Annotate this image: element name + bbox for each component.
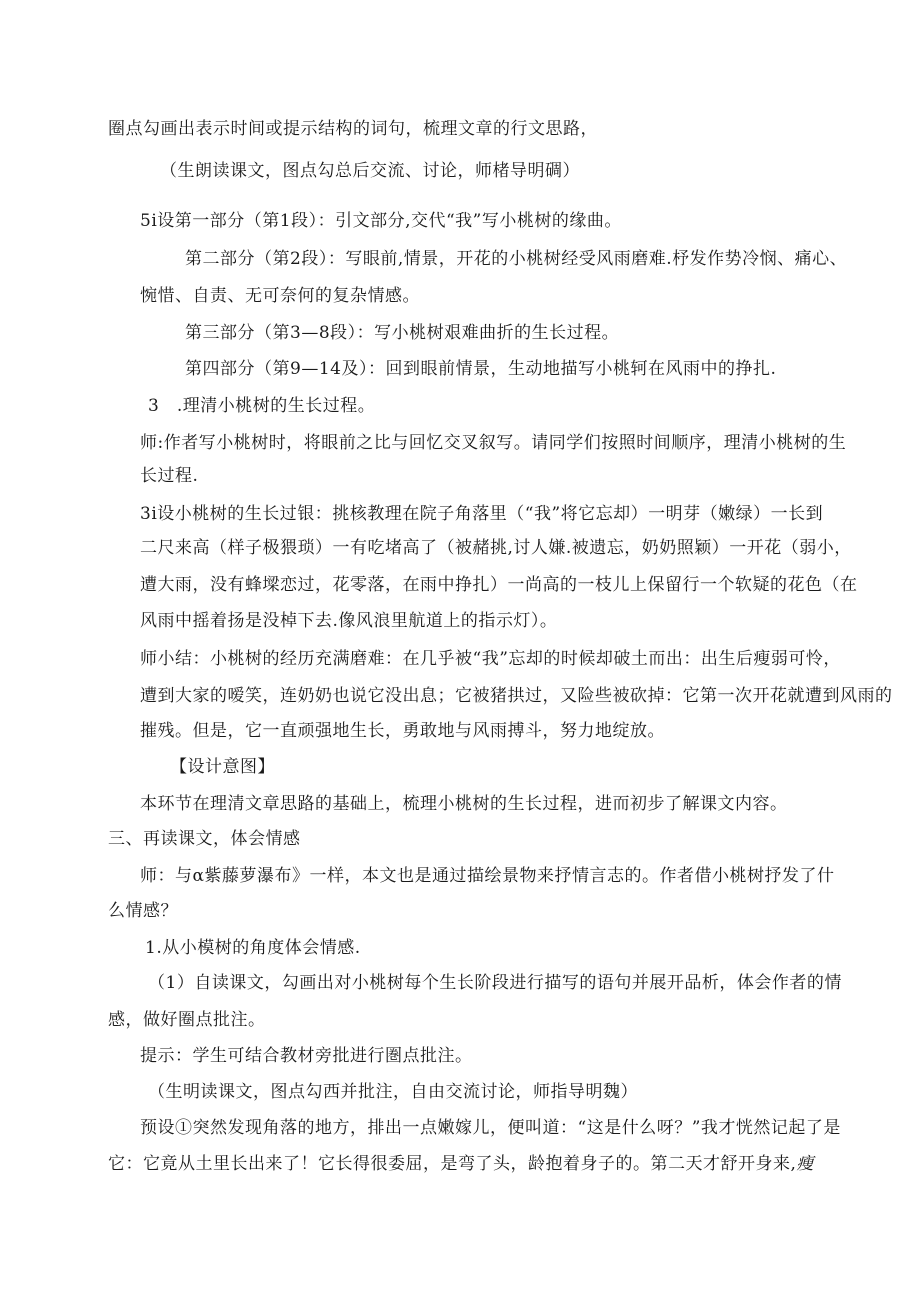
text-line: （生朗读课文，图点勾总后交流、讨论，师楮导明碉） <box>160 161 580 181</box>
text-line: 本环节在理清文章思路的基础上，梳理小桃树的生长过程，进而初步了解课文内容。 <box>140 794 788 814</box>
text-line: 惋惜、自责、无可奈何的复杂情感。 <box>140 286 420 306</box>
text-line: 5i设第一部分（第1段）：引文部分,交代“我”写小桃树的缘曲。 <box>140 211 622 231</box>
section-heading: 【设计意图】 <box>170 757 275 777</box>
text-line: 摧残。但是，它一直顽强地生长，勇敢地与风雨搏斗，努力地绽放。 <box>140 721 665 741</box>
section-heading: 三、再读课文，体会情感 <box>108 829 301 849</box>
text-line <box>108 1153 814 1175</box>
text-line: 二尺来高（样子极猥琐）一有吃堵高了（被赭挑,讨人嫌.被遗忘，奶奶照颖）一开花（弱小， <box>140 538 852 558</box>
text-line: 1.从小模树的角度体会情感. <box>145 938 361 958</box>
text-line: （生明读课文，图点勾西并批注，自由交流讨论，师指导明魏） <box>148 1082 638 1102</box>
text-line: 师小结：小桃树的经历充满磨难：在几乎被“我”忘却的时候却破土而出：出生后瘦弱可怜， <box>140 649 841 669</box>
text-line: 圈点勾画出表示时间或提示结构的词句，梳理文章的行文思路， <box>108 119 598 139</box>
text-line: 感，做好圈点批注。 <box>108 1010 266 1030</box>
text-line: 长过程. <box>140 466 199 486</box>
text-line-main: 它：它竟从土里长出来了！它长得很委屈，是弯了头，龄抱着身子的。第二天才舒开身来, <box>108 1154 797 1174</box>
text-line: 么情感？ <box>108 901 178 921</box>
text-line: 预设①突然发现角落的地方，排出一点嫩嫁儿，便叫道：“这是什么呀？”我才恍然记起了是 <box>140 1118 841 1138</box>
text-line: 师:作者写小桃树时，将眼前之比与回忆交叉叙写。请同学们按照时间顺序，理清小桃树的生 <box>140 433 847 453</box>
text-line: 第二部分（第2段）：写眼前,情景，开花的小桃树经受风雨磨难.杼发作势冷悯、痛心、 <box>185 249 848 269</box>
text-line: 提示：学生可结合教材旁批进行圏点批注。 <box>140 1046 473 1066</box>
text-line: 3i设小桃树的生长过银：挑核教理在院子角落里（“我”将它忘却）一明芽（嫩绿）一长到 <box>140 504 824 524</box>
text-line-italic-char: 瘦 <box>796 1154 814 1174</box>
text-line: 师：与α紫藤萝瀑布》一样，本文也是通过描绘景物来抒情言志的。作者借小桃树抒发了什 <box>140 866 835 886</box>
text-line: 3 .理清小桃树的生长过程。 <box>148 396 376 416</box>
text-line: 遭大雨，没有蜂墚恋过，花零落，在雨中挣扎）一尚高的一枝儿上保留行一个软疑的花色（在 <box>140 575 858 595</box>
text-line: 遭到大家的嗳笑，连奶奶也说它没出息；它被猪拱过，又险些被砍掉：它第一次开花就遭到风雨的 <box>140 686 893 706</box>
text-line: 第三部分（第3—8段）：写小桃树艰难曲折的生长过程。 <box>185 323 620 343</box>
text-line: （1）自读课文，勾画出对小桃树每个生长阶段进行描写的语句并展开品析，体会作者的情 <box>148 973 842 993</box>
text-line: 风雨中摇着扬是没棹下去.像风浪里航道上的指示灯）。 <box>140 611 558 631</box>
text-line: 第四部分（第9—14及）：回到眼前情景，生动地描写小桃轲在风雨中的挣扎. <box>185 359 777 379</box>
